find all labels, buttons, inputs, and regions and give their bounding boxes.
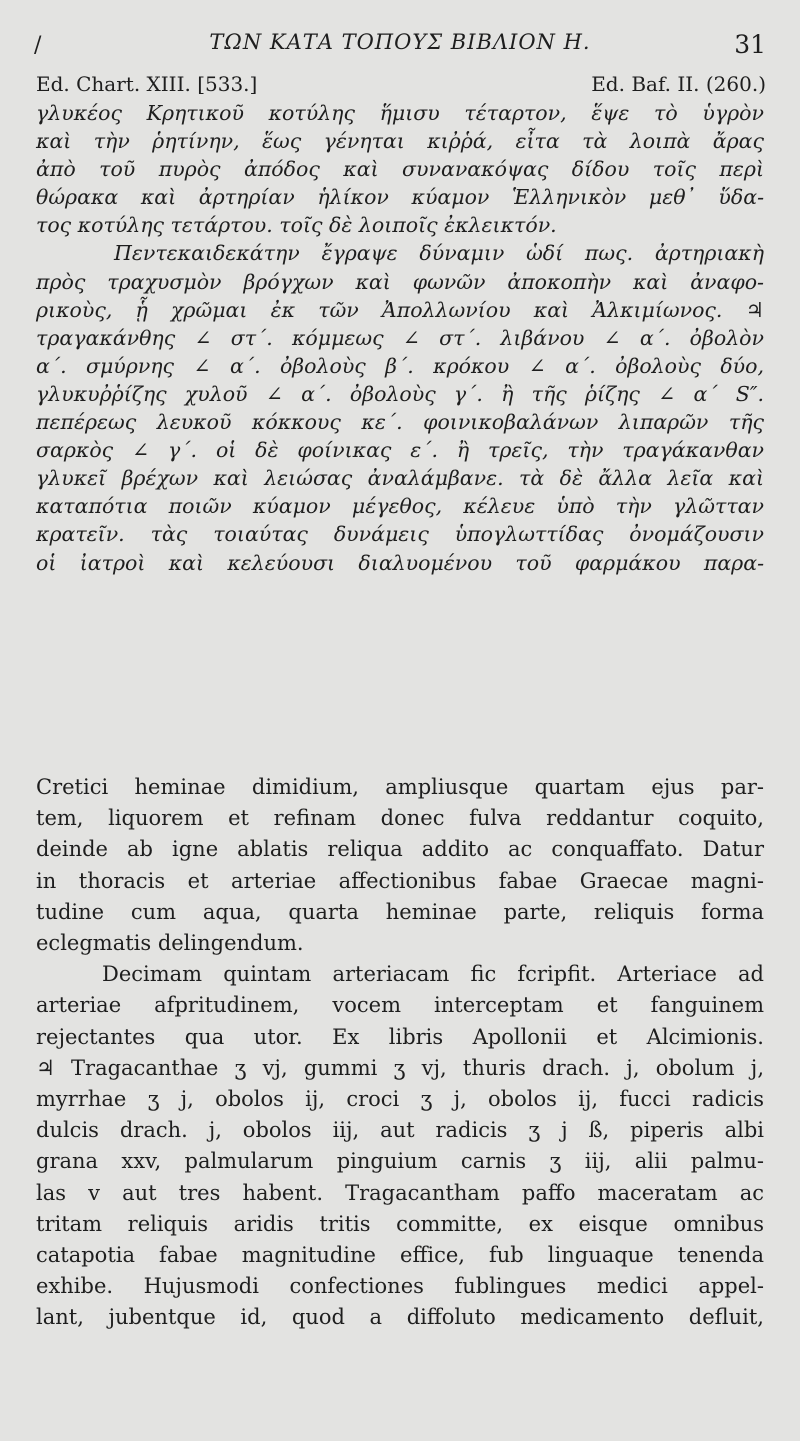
latin-line: arteriae afpritudinem, vocem interceptam et fanguinem xyxy=(36,993,764,1018)
latin-line: rejectantes qua utor. Ex libris Apollonii et Alcimionis. xyxy=(36,1024,764,1049)
greek-line: α΄. σμύρνης ∠ α΄. ὀβολοὺς β΄. κρόκου ∠ α΄. ὀβολοὺς δύο, xyxy=(36,353,764,378)
latin-line: Decimam quintam arteriacam fic fcripfit. Arteriace ad xyxy=(102,962,764,987)
greek-line: τραγακάνθης ∠ στ΄. κόμμεως ∠ στ΄. λιβάνου ∠ α΄. ὀβολὸν xyxy=(36,325,764,350)
greek-line: ρικοὺς, ᾗ χρῶμαι ἐκ τῶν Ἀπολλωνίου καὶ Ἀλκιμίωνος. ♃ xyxy=(36,297,764,322)
latin-text xyxy=(36,772,764,1334)
greek-line: καταπότια ποιῶν κύαμον μέγεθος, κέλευε ὑπὸ τὴν γλῶτταν xyxy=(36,494,764,519)
running-title: ΤΩΝ ΚΑΤΑ ΤΟΠΟΥΣ ΒΙΒΛΙΟΝ Η. xyxy=(209,30,591,54)
edition-reference-chart: Ed. Chart. XIII. [533.] xyxy=(36,72,258,96)
page-number: 31 xyxy=(734,30,766,59)
latin-line: grana xxv, palmularum pinguium carnis ʒ iij, alii palmu- xyxy=(36,1149,764,1174)
latin-line: ♃ Tragacanthae ʒ vj, gummi ʒ vj, thuris drach. j, obolum j, xyxy=(36,1055,764,1080)
greek-line: θώρακα καὶ ἀρτηρίαν ἡλίκον κύαμον Ἑλληνικὸν μεθ᾽ ὕδα- xyxy=(36,185,764,210)
latin-line: deinde ab igne ablatis reliqua addito ac conquaffato. Datur xyxy=(36,837,764,862)
latin-line: tem, liquorem et refinam donec fulva reddantur coquito, xyxy=(36,806,764,831)
latin-line: in thoracis et arteriae affectionibus fabae Graecae magni- xyxy=(36,868,764,893)
edition-reference-basel: Ed. Baf. II. (260.) xyxy=(591,72,766,96)
greek-line: ἀπὸ τοῦ πυρὸς ἀπόδος καὶ συνανακόψας δίδου τοῖς περὶ xyxy=(36,157,764,182)
latin-line: lant, jubentque id, quod a diffoluto medicamento defluit, xyxy=(36,1305,764,1330)
greek-line: πεπέρεως λευκοῦ κόκκους κε΄. φοινικοβαλάνων λιπαρῶν τῆς xyxy=(36,410,764,435)
latin-line: Cretici heminae dimidium, ampliusque quartam ejus par- xyxy=(36,775,764,799)
greek-line: γλυκέος Κρητικοῦ κοτύλης ἥμισυ τέταρτον, ἕψε τὸ ὑγρὸν xyxy=(36,101,764,125)
greek-text xyxy=(36,99,764,577)
latin-line: catapotia fabae magnitudine effice, fub linguaque tenenda xyxy=(36,1243,764,1268)
margin-mark: / xyxy=(34,33,42,58)
latin-line: exhibe. Hujusmodi confectiones fublingues medici appel- xyxy=(36,1274,764,1299)
greek-line: κρατεῖν. τὰς τοιαύτας δυνάμεις ὑπογλωττίδας ὀνομάζουσιν xyxy=(36,522,764,547)
latin-line: tudine cum aqua, quarta heminae parte, reliquis forma xyxy=(36,899,764,924)
greek-line: καὶ τὴν ῥητίνην, ἕως γένηται κιῤῥά, εἶτα τὰ λοιπὰ ἄρας xyxy=(36,129,764,154)
greek-line: Πεντεκαιδεκάτην ἔγραψε δύναμιν ὡδί πως. ἀρτηριακὴ xyxy=(114,241,764,266)
greek-line: τος κοτύλης τετάρτου. τοῖς δὲ λοιποῖς ἐκλεικτόν. xyxy=(36,213,557,238)
greek-line: πρὸς τραχυσμὸν βρόγχων καὶ φωνῶν ἀποκοπὴν καὶ ἀναφο- xyxy=(36,269,764,294)
latin-line: myrrhae ʒ j, obolos ij, croci ʒ j, obolos ij, fucci radicis xyxy=(36,1087,764,1112)
greek-line: σαρκὸς ∠ γ΄. οἱ δὲ φοίνικας ε΄. ἢ τρεῖς, τὴν τραγάκανθαν xyxy=(36,438,764,463)
latin-line: dulcis drach. j, obolos iij, aut radicis ʒ j ß, piperis albi xyxy=(36,1118,764,1143)
greek-line: γλυκυῤῥίζης χυλοῦ ∠ α΄. ὀβολοὺς γ΄. ἢ τῆς ῥίζης ∠ α΄ S″. xyxy=(36,381,764,406)
latin-line: tritam reliquis aridis tritis committe, ex eisque omnibus xyxy=(36,1211,764,1236)
latin-line: eclegmatis delingendum. xyxy=(36,931,304,956)
greek-line: οἱ ἰατροὶ καὶ κελεύουσι διαλυομένου τοῦ φαρμάκου παρα- xyxy=(36,550,764,575)
greek-line: γλυκεῖ βρέχων καὶ λειώσας ἀναλάμβανε. τὰ δὲ ἄλλα λεῖα καὶ xyxy=(36,466,764,491)
latin-line: las v aut tres habent. Tragacantham paffo maceratam ac xyxy=(36,1180,764,1205)
